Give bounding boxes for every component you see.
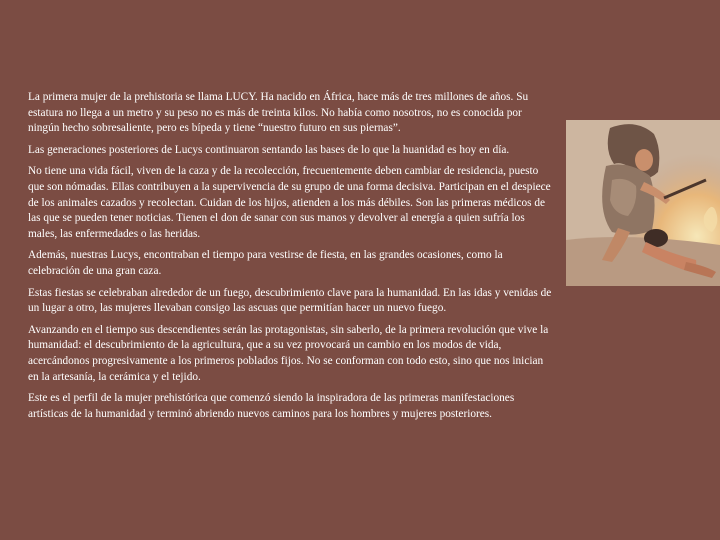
article-text	[28, 90, 552, 428]
paragraph-2: Las generaciones posteriores de Lucys continuaron sentando las bases de lo que la huanidad es hoy en día.	[28, 143, 510, 156]
prehistoric-woman-illustration	[566, 120, 720, 286]
paragraph-1: La primera mujer de la prehistoria se llama LUCY. Ha nacido en África, hace más de tres millones de años. Su estatura no llega a un metro y su peso no es más de treinta kilos. No había como nosotros, no es conocida por ningún hecho sobresaliente, pero es bípeda y tiene “nuestro futuro en sus piernas”.	[28, 91, 529, 135]
paragraph-4: Además, nuestras Lucys, encontraban el tiempo para vestirse de fiesta, en las grandes ocasiones, como la celebración de una gran caza.	[28, 249, 503, 277]
paragraph-6: Avanzando en el tiempo sus descendientes serán las protagonistas, sin saberlo, de la primera revolución que vive la humanidad: el descubrimiento de la agricultura, que a su vez provocará un cambio en los modos de vida, acercándonos progresivamente a los primeros poblados fijos. No se conforman con todo esto, sino que nos inician en la artesanía, la cerámica y el tejido.	[28, 323, 549, 383]
paragraph-7: Este es el perfil de la mujer prehistórica que comenzó siendo la inspiradora de las primeras manifestaciones artísticas de la humanidad y terminó abriendo nuevos caminos para los hombres y mujeres posteriores.	[28, 392, 515, 420]
paragraph-5: Estas fiestas se celebraban alrededor de un fuego, descubrimiento clave para la humanidad. En las idas y venidas de un lugar a otro, las mujeres llevaban consigo las ascuas que permitían hacer un nuevo fuego.	[28, 286, 552, 315]
paragraph-3: No tiene una vida fácil, viven de la caza y de la recolección, frecuentemente deben cambiar de residencia, puesto que son nómadas. Ellas contribuyen a la supervivencia de su grupo de una forma decisiva. Participan en el despiece de los animales cazados y recolectan. Cuidan de los hijos, atienden a los más débiles. Son las primeras médicos de las que se pueden tener noticias. Tienen el don de sanar con sus manos y devolver al energía a quien sufría los males, las enfermedades o las heridas.	[28, 165, 551, 240]
